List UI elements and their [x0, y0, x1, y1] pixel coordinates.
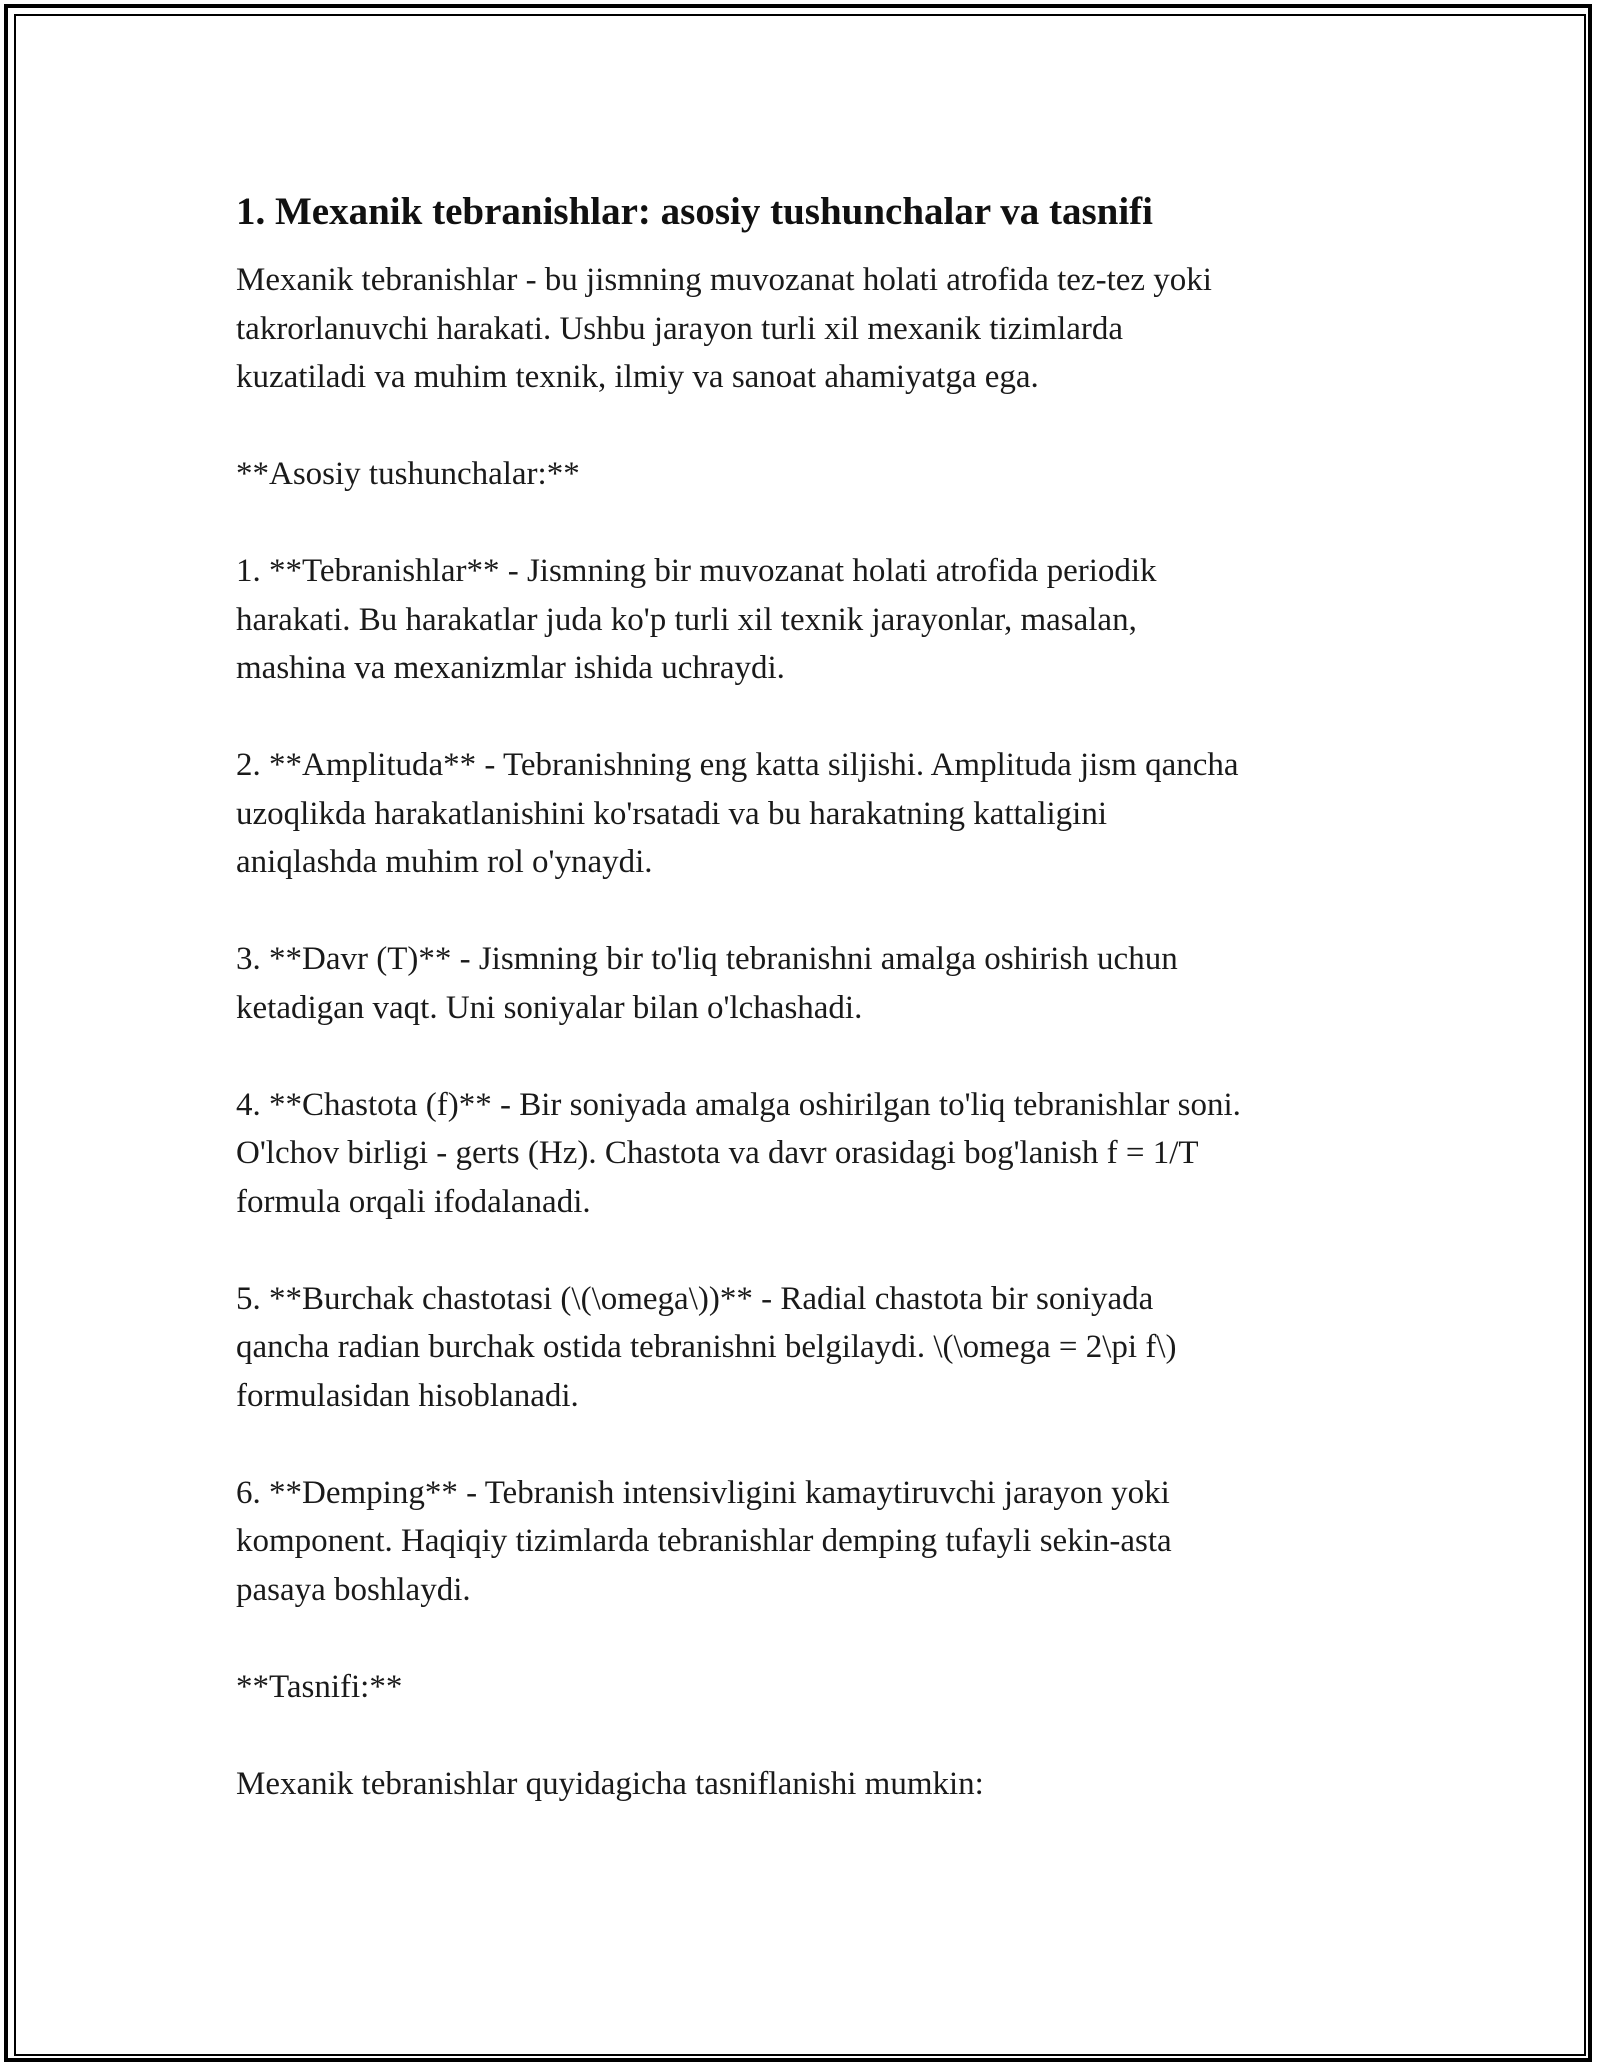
- list-item-demping: 6. **Demping** - Tebranish intensivligini kamaytiruvchi jarayon yoki komponent. Haqiqiy tizimlarda tebranishlar demping tufayli sekin-asta pasaya boshlaydi.: [236, 1474, 1172, 1608]
- paragraph-spacer: [236, 1614, 1376, 1663]
- paragraph-spacer: [236, 402, 1376, 451]
- paragraph-spacer: [236, 887, 1376, 936]
- paragraph-spacer: [236, 1032, 1376, 1081]
- list-item-davr: 3. **Davr (T)** - Jismning bir to'liq tebranishni amalga oshirish uchun ketadigan vaqt. Uni soniyalar bilan o'lchashadi.: [236, 941, 1178, 1026]
- paragraph-spacer: [236, 499, 1376, 548]
- list-item-burchak-chastotasi: 5. **Burchak chastotasi (\(\omega\))** - Radial chastota bir soniyada qancha radian burchak ostida tebranishni belgilaydi. \(\omega = 2\pi f\) formulasidan hisoblanadi.: [236, 1280, 1177, 1414]
- list-item-tebranishlar: 1. **Tebranishlar** - Jismning bir muvozanat holati atrofida periodik harakati. Bu harakatlar juda ko'p turli xil texnik jarayonlar, masalan, mashina va mexanizmlar ishida uchraydi.: [236, 553, 1157, 686]
- document-body: [236, 186, 1376, 1808]
- heading-asosiy-tushunchalar: **Asosiy tushunchalar:**: [236, 456, 580, 492]
- paragraph-spacer: [236, 1226, 1376, 1275]
- paragraph-spacer: [236, 1420, 1376, 1469]
- heading-tasnifi: **Tasnifi:**: [236, 1668, 403, 1705]
- paragraph-spacer: [236, 1711, 1376, 1760]
- document-title: 1. Mexanik tebranishlar: asosiy tushunchalar va tasnifi: [236, 190, 1153, 233]
- list-item-amplituda: 2. **Amplituda** - Tebranishning eng katta siljishi. Amplituda jism qancha uzoqlikda harakatlanishini ko'rsatadi va bu harakatning kattaligini aniqlashda muhim rol o'ynaydi.: [236, 747, 1239, 880]
- list-item-chastota: 4. **Chastota (f)** - Bir soniyada amalga oshirilgan to'liq tebranishlar soni. O'lchov birligi - gerts (Hz). Chastota va davr orasidagi bog'lanish f = 1/T formula orqali ifodalanadi.: [236, 1086, 1241, 1220]
- paragraph-classification-intro: Mexanik tebranishlar quyidagicha tasniflanishi mumkin:: [236, 1765, 984, 1802]
- paragraph-spacer: [236, 693, 1376, 742]
- paragraph-intro: Mexanik tebranishlar - bu jismning muvozanat holati atrofida tez-tez yoki takrorlanuvchi harakati. Ushbu jarayon turli xil mexanik tizimlarda kuzatiladi va muhim texnik, ilmiy va sanoat ahamiyatga ega.: [236, 262, 1212, 395]
